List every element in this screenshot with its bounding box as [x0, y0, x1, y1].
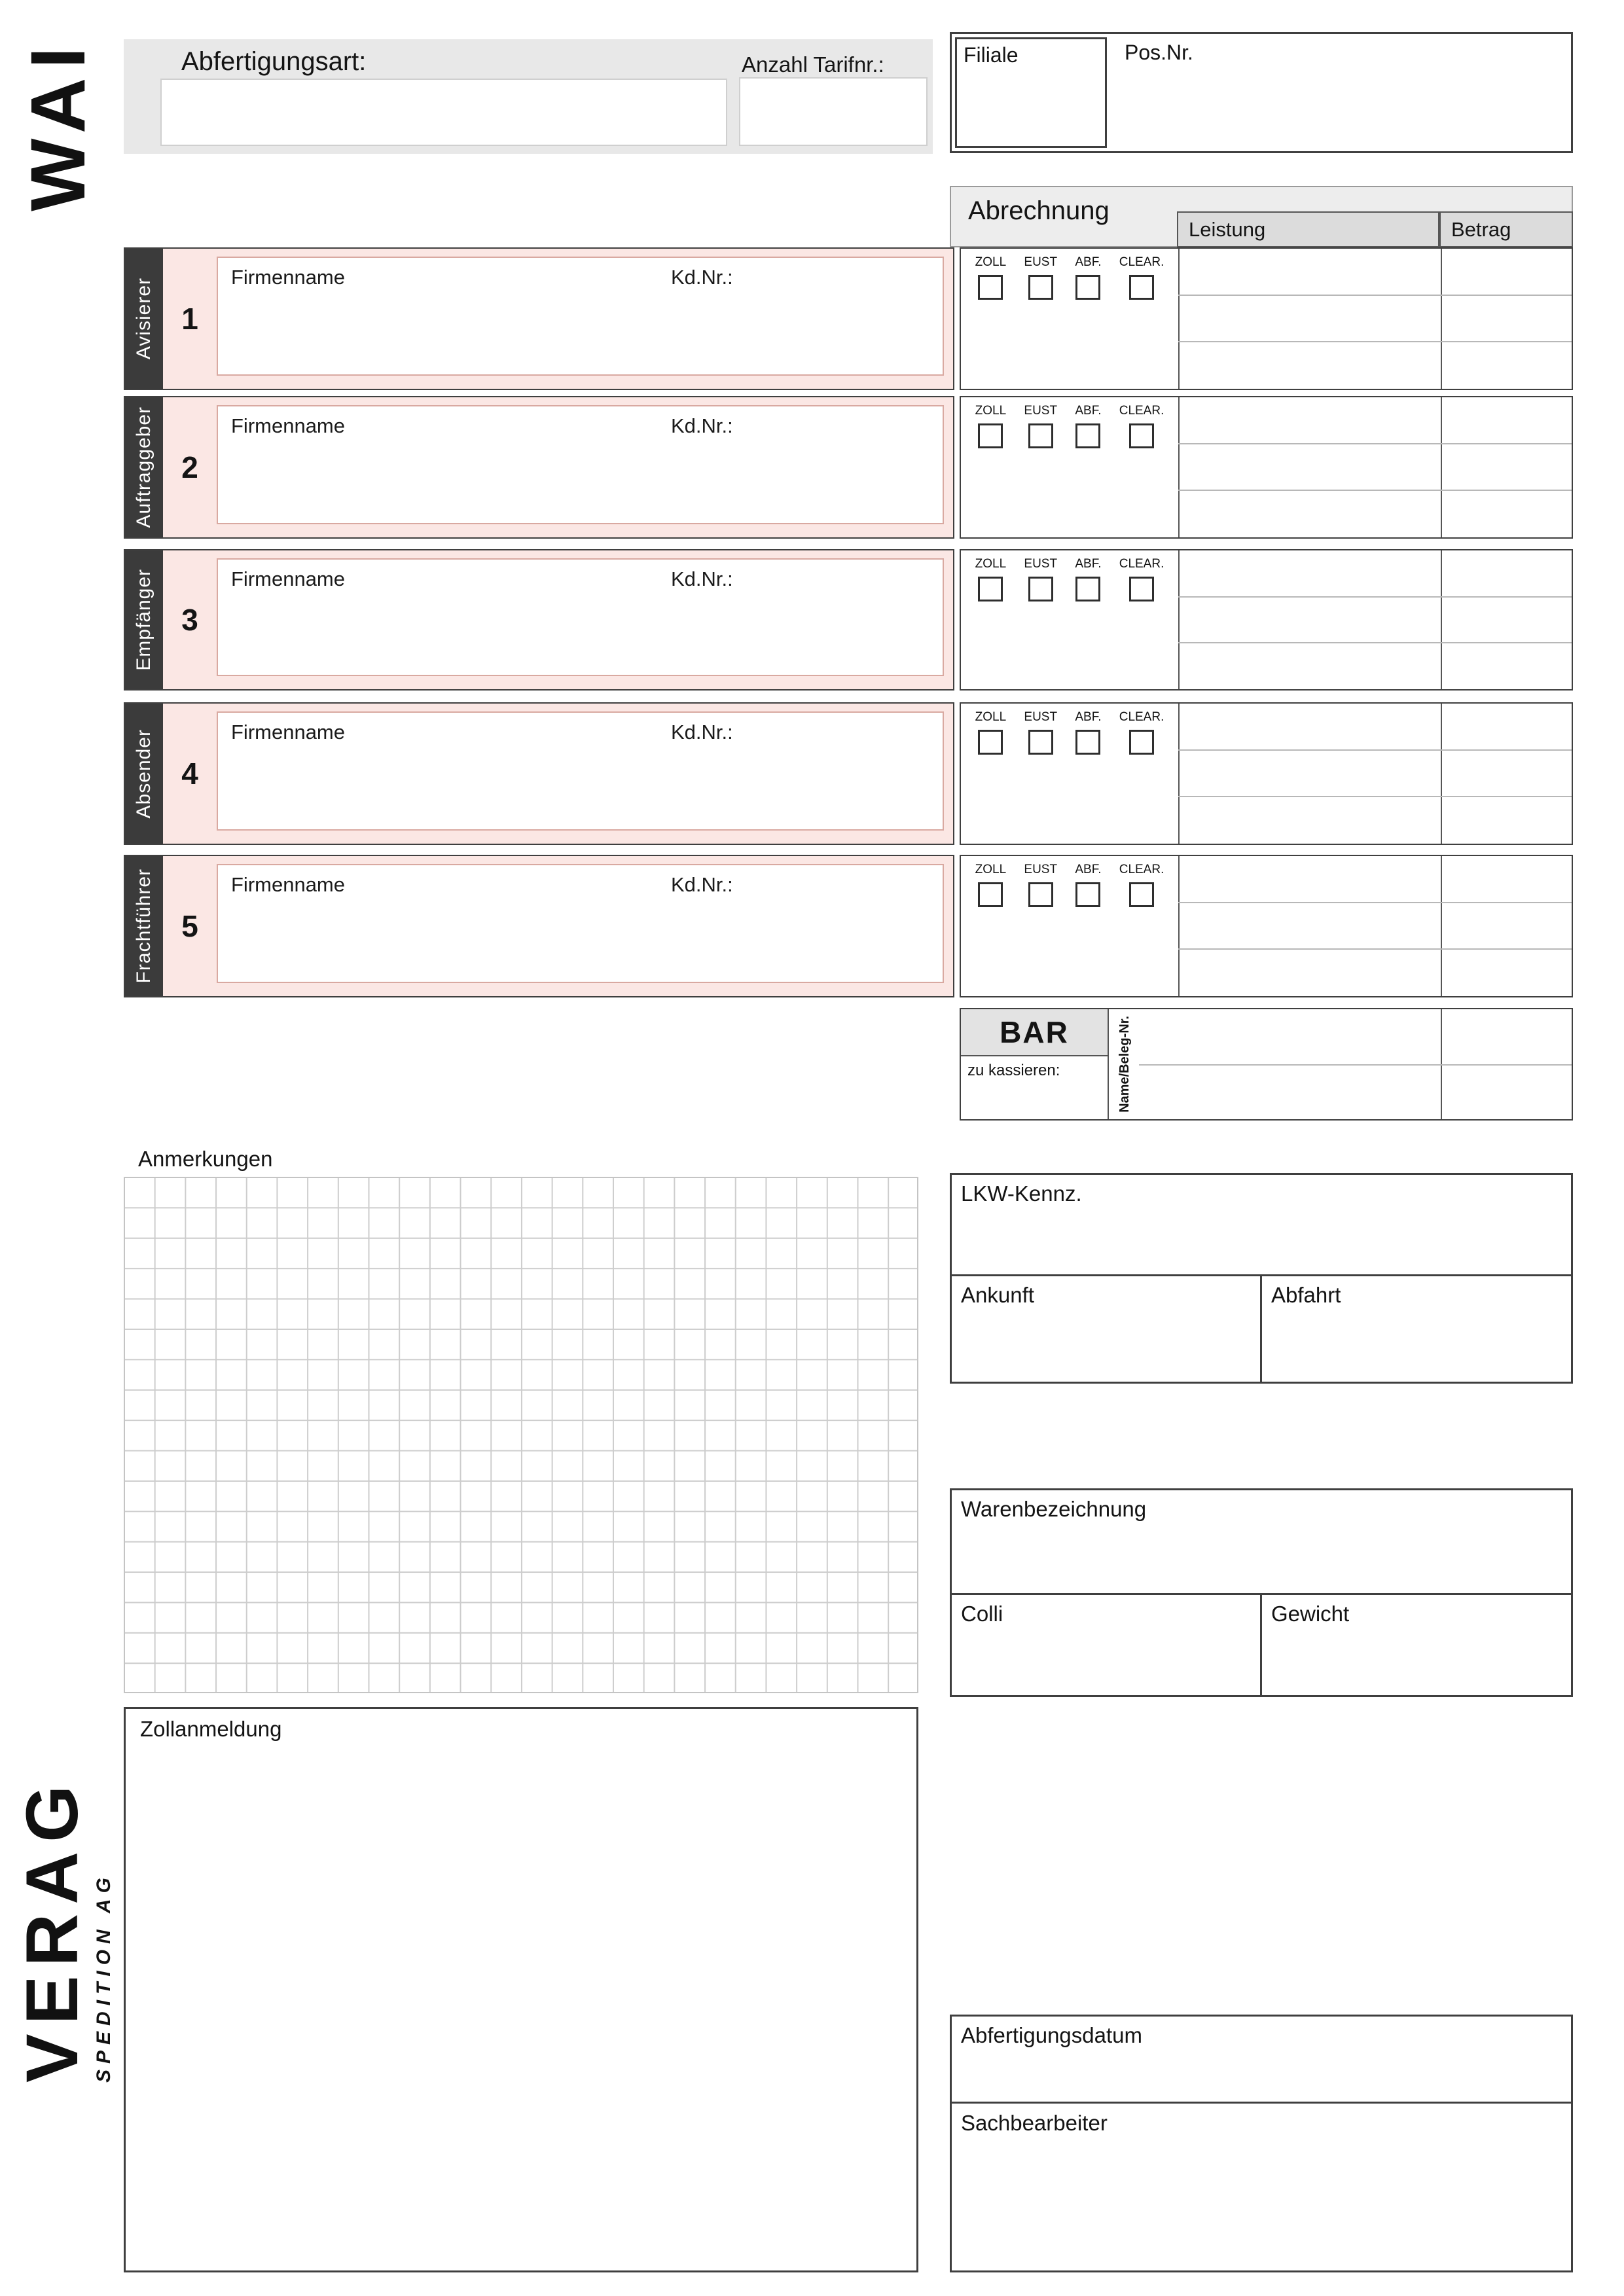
party-left [124, 855, 954, 997]
eust-label: EUST [1024, 710, 1058, 724]
leistung-header-label: Leistung [1189, 217, 1266, 241]
row-line [1178, 749, 1572, 751]
betrag-cells[interactable] [1442, 249, 1572, 389]
zoll-checkbox[interactable] [978, 275, 1003, 300]
row-line [1178, 796, 1572, 797]
abf-checkbox[interactable] [1075, 577, 1100, 601]
checkbox-divider [1178, 856, 1180, 996]
zoll-checkbox[interactable] [978, 577, 1003, 601]
abf-label: ABF. [1075, 863, 1102, 876]
clear-checkbox[interactable] [1129, 730, 1154, 755]
eust-checkbox[interactable] [1028, 577, 1053, 601]
clear-label: CLEAR. [1119, 557, 1164, 571]
bar-title: BAR [1000, 1015, 1069, 1049]
eust-label: EUST [1024, 255, 1058, 269]
betrag-divider [1441, 397, 1442, 537]
zoll-checkbox[interactable] [978, 730, 1003, 755]
eust-checkbox[interactable] [1028, 275, 1053, 300]
bar-section [960, 1008, 1573, 1121]
abf-checkbox[interactable] [1075, 423, 1100, 448]
sachbearbeiter-label: Sachbearbeiter [961, 2111, 1108, 2135]
lkw-kennz-field[interactable] [952, 1175, 1571, 1274]
party-abrechnung [960, 855, 1573, 997]
abfertigungsdatum-field[interactable] [952, 2017, 1571, 2102]
abfahrt-label: Abfahrt [1271, 1283, 1341, 1307]
zu-kassieren-cell[interactable] [961, 1056, 1109, 1119]
warenbezeichnung-field[interactable] [952, 1490, 1571, 1593]
party-row-5 [124, 855, 1573, 997]
kdnr-label: Kd.Nr.: [671, 266, 733, 289]
party-number: 5 [181, 909, 198, 943]
leistung-cells[interactable] [1180, 397, 1441, 537]
clear-checkbox[interactable] [1129, 577, 1154, 601]
party-number: 4 [181, 757, 198, 791]
lkw-panel [950, 1173, 1573, 1384]
party-role-bar [125, 704, 163, 844]
kdnr-label: Kd.Nr.: [671, 414, 733, 437]
party-role-label: Empfänger [133, 569, 154, 671]
firmenname-label: Firmenname [231, 721, 345, 744]
party-role-bar [125, 397, 163, 537]
clear-checkbox[interactable] [1129, 882, 1154, 907]
party-abrechnung [960, 549, 1573, 691]
clear-checkbox[interactable] [1129, 275, 1154, 300]
eust-checkbox[interactable] [1028, 730, 1053, 755]
party-abrechnung [960, 702, 1573, 845]
wai-logo-text: WAI [15, 38, 101, 211]
company-box[interactable] [217, 405, 944, 524]
row-line [1178, 341, 1572, 342]
betrag-header [1439, 211, 1573, 247]
company-box[interactable] [217, 864, 944, 983]
clear-label: CLEAR. [1119, 255, 1164, 269]
anmerkungen-grid[interactable] [124, 1177, 918, 1693]
kdnr-label: Kd.Nr.: [671, 721, 733, 744]
lkw-kennz-label: LKW-Kennz. [961, 1181, 1082, 1206]
abf-checkbox[interactable] [1075, 730, 1100, 755]
party-role-bar [125, 856, 163, 996]
checkbox-cell [961, 397, 1178, 537]
anmerkungen-label: Anmerkungen [138, 1147, 273, 1171]
filiale-cell[interactable] [955, 37, 1107, 148]
row-line [1178, 490, 1572, 491]
eust-label: EUST [1024, 557, 1058, 571]
abf-label: ABF. [1075, 404, 1102, 418]
betrag-divider [1441, 550, 1442, 689]
betrag-divider [1441, 249, 1442, 389]
zu-kassieren-label: zu kassieren: [967, 1062, 1060, 1079]
pos-nr-label: Pos.Nr. [1125, 41, 1193, 64]
party-number: 1 [181, 302, 198, 336]
party-row-1 [124, 247, 1573, 390]
company-box[interactable] [217, 558, 944, 676]
betrag-divider [1441, 856, 1442, 996]
ankunft-label: Ankunft [961, 1283, 1034, 1307]
checkbox-cell [961, 856, 1178, 996]
leistung-header [1177, 211, 1439, 247]
party-left [124, 549, 954, 691]
firmenname-label: Firmenname [231, 414, 345, 437]
party-row-2 [124, 396, 1573, 539]
abfertigungsart-input[interactable] [160, 79, 727, 146]
zollanmeldung-box[interactable] [124, 1707, 918, 2272]
bar-title-cell [961, 1009, 1109, 1056]
betrag-header-label: Betrag [1451, 217, 1511, 241]
betrag-cells[interactable] [1442, 704, 1572, 844]
eust-label: EUST [1024, 404, 1058, 418]
zoll-checkbox[interactable] [978, 423, 1003, 448]
zoll-label: ZOLL [975, 710, 1007, 724]
processing-panel [950, 2015, 1573, 2272]
zoll-label: ZOLL [975, 404, 1007, 418]
verag-logo-text: VERAG [11, 1776, 93, 2083]
clear-label: CLEAR. [1119, 710, 1164, 724]
party-abrechnung [960, 247, 1573, 390]
party-row-3 [124, 549, 1573, 691]
party-left [124, 702, 954, 845]
abf-label: ABF. [1075, 710, 1102, 724]
eust-label: EUST [1024, 863, 1058, 876]
betrag-divider [1441, 704, 1442, 844]
party-abrechnung [960, 396, 1573, 539]
sachbearbeiter-field[interactable] [952, 2104, 1571, 2270]
clear-checkbox[interactable] [1129, 423, 1154, 448]
abfahrt-field[interactable] [1262, 1276, 1571, 1382]
abf-checkbox[interactable] [1075, 882, 1100, 907]
firmenname-label: Firmenname [231, 873, 345, 896]
party-role-label: Avisierer [133, 278, 154, 360]
checkbox-cell [961, 550, 1178, 689]
party-left [124, 396, 954, 539]
colli-field[interactable] [952, 1595, 1262, 1695]
abfertigungsdatum-label: Abfertigungsdatum [961, 2023, 1143, 2047]
party-number: 2 [181, 450, 198, 484]
gewicht-label: Gewicht [1271, 1602, 1350, 1626]
abrechnung-title: Abrechnung [968, 196, 1110, 225]
company-box[interactable] [217, 711, 944, 831]
firmenname-label: Firmenname [231, 567, 345, 590]
spedition-ag-text: SPEDITION AG [93, 1872, 115, 2083]
arrival-departure-row [952, 1274, 1571, 1382]
row-line [1178, 443, 1572, 444]
waren-panel [950, 1488, 1573, 1697]
clear-label: CLEAR. [1119, 404, 1164, 418]
zollanmeldung-label: Zollanmeldung [140, 1717, 282, 1741]
abf-label: ABF. [1075, 557, 1102, 571]
row-line [1178, 642, 1572, 643]
checkbox-divider [1178, 550, 1180, 689]
checkbox-divider [1178, 249, 1180, 389]
verag-brand-wrap [11, 1700, 117, 2083]
company-box[interactable] [217, 257, 944, 376]
party-number: 3 [181, 603, 198, 637]
checkbox-cell [961, 704, 1178, 844]
row-line [1178, 902, 1572, 903]
party-role-bar [125, 550, 163, 689]
row-line [1178, 596, 1572, 598]
warenbezeichnung-label: Warenbezeichnung [961, 1497, 1147, 1521]
eust-checkbox[interactable] [1028, 423, 1053, 448]
abfertigungsart-label: Abfertigungsart: [181, 47, 367, 76]
kdnr-label: Kd.Nr.: [671, 873, 733, 896]
leistung-cells[interactable] [1180, 550, 1441, 689]
party-role-bar [125, 249, 163, 389]
zoll-label: ZOLL [975, 863, 1007, 876]
anzahl-tarifnr-label: Anzahl Tarifnr.: [742, 52, 884, 77]
name-beleg-label: Name/Beleg-Nr. [1117, 1016, 1132, 1113]
row-line [1178, 295, 1572, 296]
gewicht-field[interactable] [1262, 1595, 1571, 1695]
ankunft-field[interactable] [952, 1276, 1262, 1382]
firmenname-label: Firmenname [231, 266, 345, 289]
party-role-label: Auftraggeber [133, 406, 154, 528]
leistung-cells[interactable] [1180, 704, 1441, 844]
filiale-posnr-box [950, 32, 1573, 153]
betrag-cells[interactable] [1442, 397, 1572, 537]
colli-gewicht-row [952, 1593, 1571, 1695]
zoll-label: ZOLL [975, 557, 1007, 571]
row-line [1178, 948, 1572, 950]
abfertigung-header [124, 39, 933, 154]
kdnr-label: Kd.Nr.: [671, 567, 733, 590]
zoll-label: ZOLL [975, 255, 1007, 269]
checkbox-divider [1178, 397, 1180, 537]
abf-checkbox[interactable] [1075, 275, 1100, 300]
leistung-cells[interactable] [1180, 856, 1441, 996]
betrag-cells[interactable] [1442, 550, 1572, 689]
abf-label: ABF. [1075, 255, 1102, 269]
party-left [124, 247, 954, 390]
filiale-label: Filiale [964, 43, 1019, 67]
party-role-label: Absender [133, 728, 154, 819]
bar-row-line [1139, 1064, 1572, 1066]
party-row-4 [124, 702, 1573, 845]
checkbox-cell [961, 249, 1178, 389]
betrag-cells[interactable] [1442, 856, 1572, 996]
anzahl-tarifnr-input[interactable] [739, 77, 928, 146]
colli-label: Colli [961, 1602, 1003, 1626]
zoll-checkbox[interactable] [978, 882, 1003, 907]
clear-label: CLEAR. [1119, 863, 1164, 876]
name-beleg-col [1110, 1009, 1139, 1119]
party-role-label: Frachtführer [133, 869, 154, 984]
eust-checkbox[interactable] [1028, 882, 1053, 907]
leistung-cells[interactable] [1180, 249, 1441, 389]
checkbox-divider [1178, 704, 1180, 844]
wai-logo-wrap [15, 38, 101, 258]
